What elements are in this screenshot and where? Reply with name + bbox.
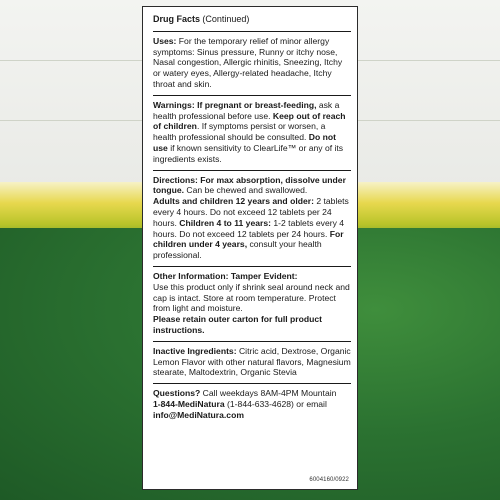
warnings-do-not-use: Do not use [153,132,336,153]
directions-section [153,175,351,267]
lot-code: 6004160/0922 [309,477,349,483]
questions-phone: 1-844-MediNatura [153,398,225,409]
other-info-text: Use this product only if shrink seal around neck and cap is intact. Store at room temperature. Protect from light and moisture. [153,281,350,314]
directions-adults-label: Adults and children 12 years and older: [153,196,314,207]
questions-phone-text: (1-844-633-4628) or email [227,398,327,409]
directions-label: Directions: [153,174,198,185]
inactive-text: Citric acid, Dextrose, Organic Lemon Flavor with other natural flavors, Magnesium stearate, Maltodextrin, Organic Stevia [153,345,351,378]
warnings-label: Warnings: [153,99,195,110]
drug-facts-panel [142,6,358,490]
other-information-section [153,271,351,342]
drug-facts-continued: (Continued) [202,14,250,24]
warnings-section [153,100,351,171]
directions-under4-label: For children under 4 years, [153,228,344,250]
uses-text: For the temporary relief of minor allergy symptoms: Sinus pressure, Runny or itchy nose, Nasal congestion, Allergic rhinitis, Sneezing, Itchy or watery eyes, Allergy-related headache, Itchy throat and skin. [153,35,343,89]
warnings-keep-out: Keep out of reach of children [153,110,346,132]
uses-label: Uses: [153,35,177,46]
directions-children-label: Children 4 to 11 years: [179,217,271,228]
warnings-keep-out-text: . If symptoms persist or worsen, a health professional should be consulted. [153,121,326,143]
questions-label: Questions? [153,388,201,399]
directions-adults-text: 2 tablets every 4 hours. Do not exceed 12 tablets per 24 hours. [153,196,349,228]
drug-facts-header [153,14,351,32]
uses-section [153,36,351,96]
directions-chew-text: Can be chewed and swallowed. [186,185,308,196]
questions-email: info@MediNatura.com [153,409,244,420]
warnings-pregnant: If pregnant or breast-feeding, [197,99,317,110]
warnings-do-not-use-text: if known sensitivity to ClearLife™ or any of its ingredients exists. [153,142,344,164]
questions-text: Call weekdays 8AM-4PM Mountain [202,388,337,399]
inactive-label: Inactive Ingredients: [153,345,237,356]
other-info-retain: Please retain outer carton for full product instructions. [153,314,323,335]
directions-children-text: 1-2 tablets every 4 hours. Do not exceed 12 tablets per 24 hours. [153,217,345,239]
directions-under4-text: consult your health professional. [153,239,322,261]
other-info-label: Other Information: Tamper Evident: [153,270,298,281]
questions-section [153,388,351,425]
directions-max-absorption: For max absorption, dissolve under tongue. [153,174,346,196]
drug-facts-title: Drug Facts [153,14,201,24]
warnings-pregnant-text: ask a health professional before use. [153,99,340,121]
inactive-ingredients-section [153,346,351,384]
